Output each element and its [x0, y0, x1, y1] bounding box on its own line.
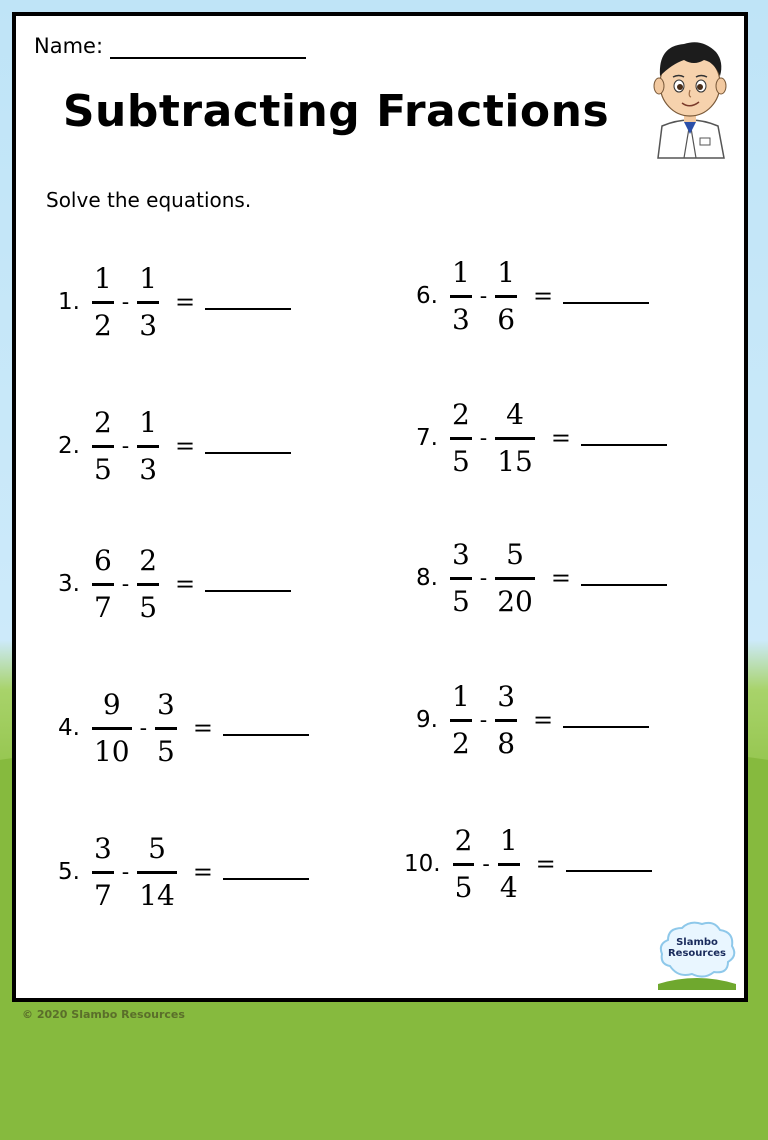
- problem-number: 9.: [416, 707, 438, 733]
- logo-text: [656, 918, 738, 978]
- problem-number: 4.: [58, 715, 80, 741]
- equals-sign: =: [192, 714, 213, 742]
- numerator: 2: [454, 823, 473, 857]
- fraction-a: [450, 537, 472, 618]
- denominator: 20: [497, 584, 533, 618]
- problem-number: 6.: [416, 283, 438, 309]
- page-title: Subtracting Fractions: [62, 86, 610, 137]
- numerator: 9: [102, 687, 121, 721]
- problem-number: 1.: [58, 289, 80, 315]
- answer-blank[interactable]: [566, 870, 652, 872]
- answer-blank[interactable]: [205, 308, 291, 310]
- denominator: 10: [93, 734, 130, 768]
- logo-line-1: Slambo: [676, 937, 718, 948]
- problem-8: [416, 528, 667, 628]
- fraction-b: [498, 823, 520, 904]
- fraction-a: [450, 397, 472, 478]
- fraction-a: [92, 687, 132, 768]
- denominator: 3: [451, 302, 470, 336]
- slambo-logo: [656, 918, 738, 990]
- equals-sign: =: [535, 850, 556, 878]
- denominator: 3: [139, 308, 158, 342]
- minus-sign: -: [482, 851, 490, 877]
- equals-sign: =: [550, 564, 571, 592]
- fraction-b: [155, 687, 177, 768]
- problem-6: [416, 246, 649, 346]
- fraction-b: [137, 261, 159, 342]
- problem-number: 8.: [416, 565, 438, 591]
- problem-3: [58, 534, 291, 634]
- fraction-a: [92, 405, 114, 486]
- answer-blank[interactable]: [581, 584, 667, 586]
- numerator: 2: [93, 405, 112, 439]
- numerator: 5: [506, 537, 524, 571]
- denominator: 2: [93, 308, 112, 342]
- problem-number: 5.: [58, 859, 80, 885]
- equals-sign: =: [192, 858, 213, 886]
- numerator: 1: [451, 255, 470, 289]
- numerator: 6: [93, 543, 112, 577]
- minus-sign: -: [479, 565, 488, 591]
- logo-line-2: Resources: [667, 948, 727, 959]
- denominator: 14: [139, 878, 175, 912]
- equals-sign: =: [533, 282, 554, 310]
- minus-sign: -: [121, 289, 130, 315]
- minus-sign: -: [121, 433, 130, 459]
- problem-number: 2.: [58, 433, 80, 459]
- denominator: 5: [451, 584, 470, 618]
- name-label: Name:: [34, 34, 104, 58]
- fraction-a: [92, 543, 114, 624]
- numerator: 2: [451, 397, 470, 431]
- equals-sign: =: [533, 706, 554, 734]
- numerator: 3: [93, 831, 112, 865]
- minus-sign: -: [479, 707, 488, 733]
- answer-blank[interactable]: [581, 444, 667, 446]
- problem-number: 10.: [404, 851, 441, 877]
- answer-blank[interactable]: [223, 734, 309, 736]
- answer-blank[interactable]: [223, 878, 309, 880]
- equals-sign: =: [175, 288, 196, 316]
- minus-sign: -: [479, 283, 488, 309]
- numerator: 3: [497, 679, 516, 713]
- denominator: 2: [451, 726, 470, 760]
- answer-blank[interactable]: [563, 726, 649, 728]
- answer-blank[interactable]: [205, 452, 291, 454]
- answer-blank[interactable]: [563, 302, 649, 304]
- fraction-b: [495, 679, 517, 760]
- numerator: 1: [499, 823, 518, 857]
- problem-10: [404, 814, 652, 914]
- numerator: 1: [93, 261, 112, 295]
- problem-number: 3.: [58, 571, 80, 597]
- denominator: 5: [139, 590, 158, 624]
- denominator: 6: [497, 302, 516, 336]
- scientist-boy-icon: [644, 30, 736, 160]
- answer-blank[interactable]: [205, 590, 291, 592]
- problem-5: [58, 822, 309, 922]
- minus-sign: -: [121, 859, 130, 885]
- fraction-a: [450, 679, 472, 760]
- numerator: 1: [139, 261, 158, 295]
- minus-sign: -: [121, 571, 130, 597]
- numerator: 3: [451, 537, 470, 571]
- minus-sign: -: [139, 715, 148, 741]
- denominator: 5: [93, 452, 112, 486]
- denominator: 7: [93, 878, 112, 912]
- problem-9: [416, 670, 649, 770]
- numerator: 5: [148, 831, 166, 865]
- problem-7: [416, 388, 667, 488]
- denominator: 5: [157, 734, 175, 768]
- denominator: 4: [499, 870, 518, 904]
- problem-4: [58, 678, 309, 778]
- equals-sign: =: [175, 570, 196, 598]
- fraction-a: [92, 261, 114, 342]
- denominator: 7: [93, 590, 112, 624]
- numerator: 4: [506, 397, 524, 431]
- denominator: 8: [497, 726, 516, 760]
- fraction-b: [495, 255, 517, 336]
- problem-1: [58, 252, 291, 352]
- fraction-a: [453, 823, 475, 904]
- fraction-b: [137, 543, 159, 624]
- numerator: 1: [451, 679, 470, 713]
- numerator: 1: [497, 255, 516, 289]
- fraction-b: [137, 831, 177, 912]
- numerator: 1: [139, 405, 158, 439]
- fraction-b: [495, 537, 535, 618]
- fraction-a: [92, 831, 114, 912]
- fraction-b: [137, 405, 159, 486]
- copyright-footer: © 2020 Slambo Resources: [22, 1008, 185, 1021]
- equals-sign: =: [175, 432, 196, 460]
- denominator: 15: [497, 444, 533, 478]
- instructions: Solve the equations.: [46, 188, 252, 212]
- numerator: 2: [139, 543, 158, 577]
- denominator: 5: [454, 870, 473, 904]
- problem-number: 7.: [416, 425, 438, 451]
- fraction-a: [450, 255, 472, 336]
- fraction-b: [495, 397, 535, 478]
- minus-sign: -: [479, 425, 488, 451]
- equals-sign: =: [550, 424, 571, 452]
- denominator: 3: [139, 452, 158, 486]
- numerator: 3: [157, 687, 175, 721]
- name-blank-line[interactable]: [110, 57, 306, 59]
- problem-2: [58, 396, 291, 496]
- denominator: 5: [451, 444, 470, 478]
